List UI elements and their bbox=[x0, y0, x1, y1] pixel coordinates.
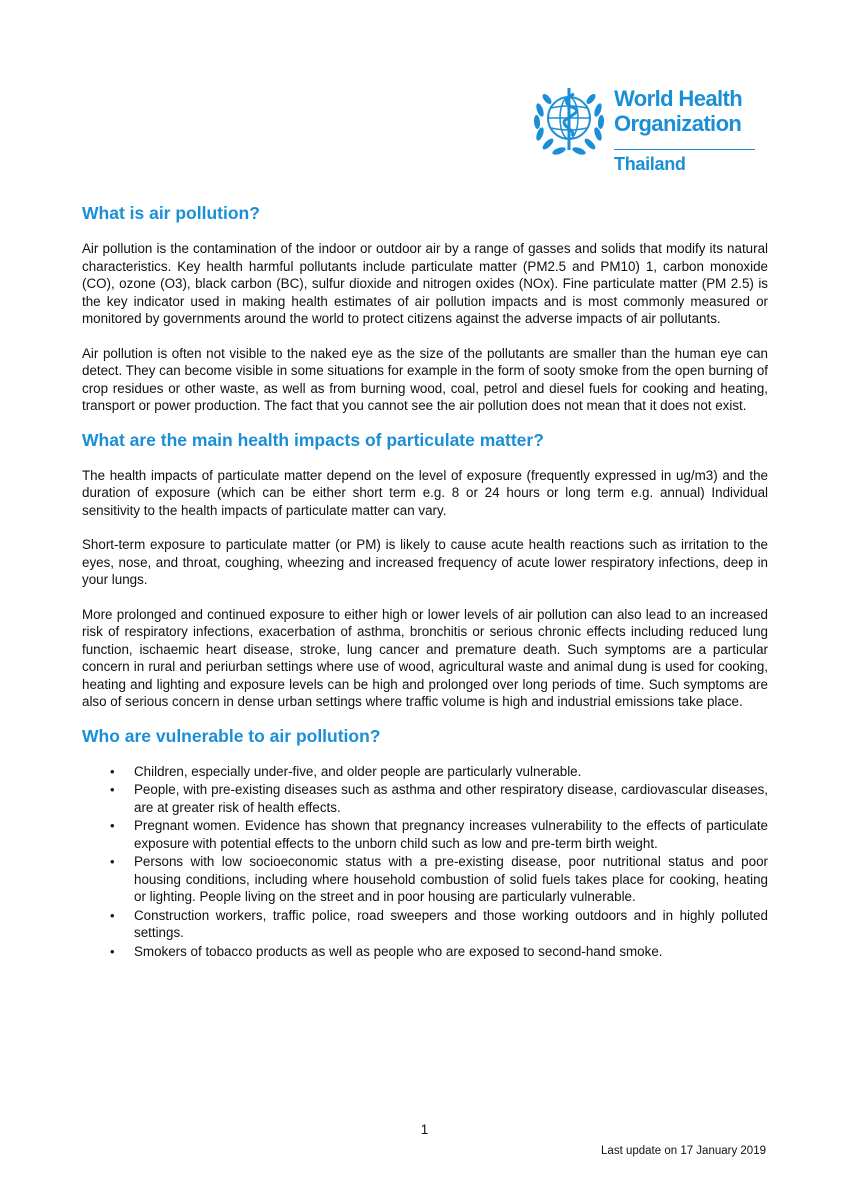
who-emblem-icon bbox=[528, 80, 610, 162]
paragraph: Short-term exposure to particulate matter (or PM) is likely to cause acute health reactions such as irritation to the eyes, nose, and throat, coughing, wheezing and increased frequency of acute lower respiratory infections, deep in your lungs. bbox=[82, 537, 768, 587]
paragraph: More prolonged and continued exposure to either high or lower levels of air pollution can also lead to an increased risk of respiratory infections, exacerbation of asthma, bronchitis or serious chronic effects including reduced lung function, ischaemic heart disease, stroke, lung cancer and premature death. Such symptoms are a particular concern in rural and periurban settings where use of wood, agricultural waste and animal dung is used for cooking, heating and lighting and exposure levels can be high and prolonged over long periods of time. Such symptoms are also of serious concern in dense urban settings where traffic volume is high and industrial emissions take place. bbox=[82, 606, 768, 709]
logo-wordmark bbox=[614, 86, 742, 136]
section-heading: What is air pollution? bbox=[82, 203, 260, 223]
list-item bbox=[82, 763, 768, 781]
bullet-icon: • bbox=[110, 943, 115, 959]
list-item-text: Smokers of tobacco products as well as people who are exposed to second-hand smoke. bbox=[134, 943, 663, 959]
vulnerable-groups-list bbox=[82, 763, 768, 961]
list-item-text: Children, especially under-five, and older people are particularly vulnerable. bbox=[134, 763, 582, 779]
main-content bbox=[82, 200, 768, 961]
who-logo bbox=[528, 80, 768, 180]
list-item-text: Pregnant women. Evidence has shown that pregnancy increases vulnerability to the effects of particulate exposure with potential effects to the unborn child such as low and pre-term birth weight. bbox=[134, 818, 768, 851]
paragraph: Air pollution is the contamination of the indoor or outdoor air by a range of gasses and solids that modify its natural characteristics. Key health harmful pollutants include particulate matter (PM2.5 and PM10) 1, carbon monoxide (CO), ozone (O3), black carbon (BC), sulfur dioxide and nitrogen oxides (NOx). Fine particulate matter (PM 2.5) is the key indicator used in making health estimates of air pollution impacts and is most commonly measured or monitored by governments around the world to protect citizens against the adverse impacts of air pollutants. bbox=[82, 241, 768, 326]
list-item bbox=[82, 907, 768, 942]
bullet-icon: • bbox=[110, 763, 115, 779]
paragraph: The health impacts of particulate matter depend on the level of exposure (frequently expressed in ug/m3) and the duration of exposure (which can be either short term e.g. 8 or 24 hours or long term e.g. annual) Individual sensitivity to the health impacts of particulate matter can vary. bbox=[82, 467, 768, 518]
footer-last-update: Last update on 17 January 2019 bbox=[601, 1145, 766, 1157]
logo-divider bbox=[614, 149, 755, 150]
section-heading: What are the main health impacts of particulate matter? bbox=[82, 429, 544, 450]
bullet-icon: • bbox=[110, 782, 115, 797]
bullet-icon: • bbox=[110, 818, 115, 833]
logo-country: Thailand bbox=[614, 154, 686, 174]
list-item bbox=[82, 817, 768, 852]
list-item-text: People, with pre-existing diseases such as asthma and other respiratory disease, cardiovascular diseases, are at greater risk of health effects. bbox=[134, 782, 768, 815]
list-item-text: Persons with low socioeconomic status with a pre-existing disease, poor nutritional status and poor housing conditions, including where household combustion of solid fuels takes place for cooking, heating or lighting. People living on the street and in poor housing are particularly vulnerable. bbox=[134, 854, 768, 904]
logo-line-1: World Health bbox=[614, 86, 743, 111]
list-item bbox=[82, 853, 768, 906]
list-item-text: Construction workers, traffic police, road sweepers and those working outdoors and in highly polluted settings. bbox=[134, 907, 768, 940]
list-item bbox=[82, 943, 768, 961]
bullet-icon: • bbox=[110, 854, 115, 869]
bullet-icon: • bbox=[110, 907, 115, 923]
logo-line-2: Organization bbox=[614, 111, 742, 136]
list-item bbox=[82, 781, 768, 816]
page-number: 1 bbox=[420, 1122, 429, 1137]
section-heading: Who are vulnerable to air pollution? bbox=[82, 725, 381, 746]
paragraph: Air pollution is often not visible to the naked eye as the size of the pollutants are smaller than the human eye can detect. They can become visible in some situations for example in the form of sooty smoke from the open burning of crop residues or other waste, as well as from burning wood, coal, petrol and diesel fuels for cooking and heating, transport or power production. The fact that you cannot see the air pollution does not mean that it does not exist. bbox=[82, 345, 769, 413]
